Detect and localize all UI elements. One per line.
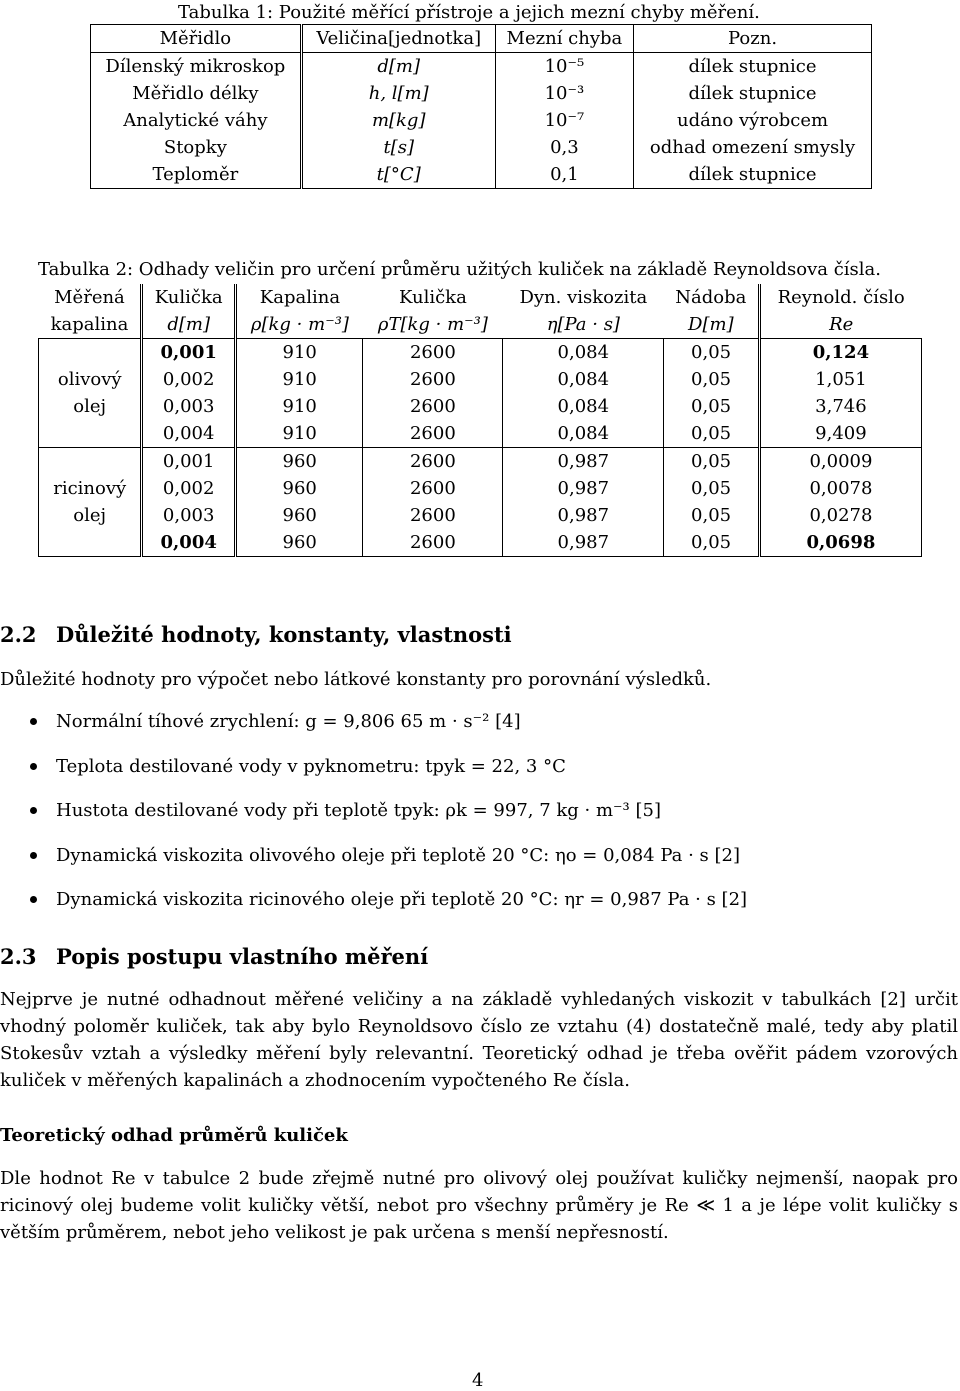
table2-cell: 2600 (363, 339, 503, 367)
table2-cell: 0,987 (503, 475, 664, 502)
subsection-title: Teoretický odhad průměrů kuliček (0, 1125, 348, 1146)
table2-caption: Tabulka 2: Odhady veličin pro určení průměru užitých kuliček na základě Reynoldsova čísla. (38, 259, 881, 280)
table1-cell: udáno výrobcem (634, 107, 872, 134)
liquid-name-cell (39, 448, 142, 557)
table1-cell: Dílenský mikroskop (91, 53, 302, 81)
table2-header-row (39, 284, 922, 310)
table2-cell: 0,002 (142, 366, 236, 393)
table2-cell: 960 (235, 502, 362, 529)
table1-cell: Stopky (91, 134, 302, 161)
table2-header-cell: Kapalina (259, 286, 341, 308)
table1-cell: t[°C] (301, 161, 495, 189)
table2-cell: 0,003 (142, 393, 236, 420)
table1-cell: 10⁻³ (495, 80, 633, 107)
table1-header-cell: Veličina[jednotka] (301, 25, 495, 53)
table2-cell: 0,05 (664, 366, 760, 393)
table1-header-cell: Mezní chyba (495, 25, 633, 53)
table2-cell: 0,084 (503, 420, 664, 448)
bullet-icon (30, 718, 37, 725)
table2-header-cell: Reynold. číslo (777, 286, 905, 308)
table2-cell: 1,051 (759, 366, 921, 393)
table1-caption: Tabulka 1: Použité měřící přístroje a jejich mezní chyby měření. (178, 2, 760, 23)
list-item-text: Dynamická viskozita olivového oleje při teplotě 20 °C: ηo = 0,084 Pa · s [2] (56, 844, 741, 866)
table2-cell: 0,987 (503, 502, 664, 529)
table1-cell: m[kg] (301, 107, 495, 134)
table2-cell: 910 (235, 366, 362, 393)
table1-cell: 10⁻⁵ (495, 53, 633, 81)
table2-cell: 910 (235, 420, 362, 448)
table1-header-cell: Pozn. (634, 25, 872, 53)
table2-cell: 2600 (363, 475, 503, 502)
table2-cell: 0,124 (759, 339, 921, 367)
table2-cell: 0,004 (142, 529, 236, 557)
section-intro: Důležité hodnoty pro výpočet nebo látkové konstanty pro porovnání výsledků. (0, 669, 712, 690)
list-item (20, 797, 747, 842)
table2-cell: 0,084 (503, 339, 664, 367)
table2-cell: 910 (235, 339, 362, 367)
liquid-name-cell (39, 339, 142, 448)
list-item (20, 886, 747, 931)
table2-cell: 0,05 (664, 475, 760, 502)
list-item-text: Hustota destilované vody při teplotě tpyk: ρk = 997, 7 kg · m⁻³ [5] (56, 800, 661, 821)
table-row (91, 161, 872, 189)
table2-cell: 0,0698 (759, 529, 921, 557)
bullet-icon (30, 896, 37, 903)
table2-cell: 2600 (363, 366, 503, 393)
table1-cell: dílek stupnice (634, 161, 872, 189)
bullet-icon (30, 852, 37, 859)
bullet-icon (30, 807, 37, 814)
table2-cell: 2600 (363, 448, 503, 476)
table1-cell: 0,3 (495, 134, 633, 161)
table2-cell: 0,05 (664, 529, 760, 557)
table2-cell: 0,987 (503, 529, 664, 557)
table-row (91, 53, 872, 81)
section-heading (0, 944, 428, 969)
table2-cell: 2600 (363, 502, 503, 529)
table2-cell: 0,05 (664, 393, 760, 420)
table1-cell: odhad omezení smysly (634, 134, 872, 161)
table2-header-cell: D[m] (664, 310, 760, 339)
section-heading (0, 622, 512, 647)
table-row (39, 366, 922, 393)
table1-cell: Teploměr (91, 161, 302, 189)
table2-header-cell: Re (829, 313, 854, 335)
table2-cell: 0,084 (503, 393, 664, 420)
list-item-text: Teplota destilované vody v pyknometru: tpyk = 22, 3 °C (56, 755, 566, 777)
table1-cell: h, l[m] (301, 80, 495, 107)
table2-header-cell: Nádoba (664, 284, 760, 310)
table2-cell: 960 (235, 529, 362, 557)
section-title: Důležité hodnoty, konstanty, vlastnosti (56, 622, 512, 647)
table2-cell: 960 (235, 475, 362, 502)
table2-cell: 910 (235, 393, 362, 420)
table2-cell: 0,003 (142, 502, 236, 529)
table2-cell: 0,004 (142, 420, 236, 448)
table2-header-cell: Dyn. viskozita (519, 286, 648, 308)
list-item (20, 842, 747, 887)
table2-cell: 0,0078 (759, 475, 921, 502)
table1-cell: Analytické váhy (91, 107, 302, 134)
section-title: Popis postupu vlastního měření (56, 944, 429, 969)
table1-cell: Měřidlo délky (91, 80, 302, 107)
table2-cell: 0,001 (142, 448, 236, 476)
table2 (38, 284, 922, 557)
table2-cell: 0,002 (142, 475, 236, 502)
section-paragraph: Nejprve je nutné odhadnout měřené veličiny a na základě vyhledaných viskozit v tabulkách [2] určit vhodný poloměr kuliček, tak aby bylo Reynoldsovo číslo ze vztahu (4) dostatečně malé, tedy aby platil Stokesův vztah a výsledky měření byly relevantní. Teoretický odhad je třeba ověřit pádem vzorových kuliček v měřených kapalinách a zhodnocením vypočteného Re čísla. (0, 989, 958, 1091)
table2-header-cell: η[Pa · s] (546, 313, 620, 335)
table2-header-cell: Kulička (142, 284, 236, 310)
table1 (90, 24, 872, 189)
table2-header-cell: kapalina (39, 310, 142, 339)
table2-header-cell: Kulička (398, 286, 467, 308)
table-row (39, 502, 922, 529)
table2-cell: 2600 (363, 393, 503, 420)
liquid-name: ricinový (53, 478, 127, 499)
table-row (39, 475, 922, 502)
table2-header-cell: ρT[kg · m⁻³] (377, 313, 488, 335)
section-number: 2.3 (0, 944, 37, 969)
table1-cell: dílek stupnice (634, 53, 872, 81)
list-item-text: Normální tíhové zrychlení: g = 9,806 65 m · s⁻² [4] (56, 711, 521, 732)
table2-cell: 0,05 (664, 420, 760, 448)
table2-header-cell: d[m] (142, 310, 236, 339)
table1-cell: t[s] (301, 134, 495, 161)
list-item (20, 753, 747, 798)
table-row (39, 393, 922, 420)
table2-header-cell: ρ[kg · m⁻³] (250, 313, 349, 335)
table-row (91, 107, 872, 134)
table1-header-cell: Měřidlo (91, 25, 302, 53)
table2-cell: 0,0278 (759, 502, 921, 529)
table1-cell: 0,1 (495, 161, 633, 189)
table2-cell: 0,05 (664, 448, 760, 476)
table1-cell: 10⁻⁷ (495, 107, 633, 134)
table2-cell: 9,409 (759, 420, 921, 448)
table-row (39, 448, 922, 476)
table-row (39, 529, 922, 557)
table-row (91, 80, 872, 107)
liquid-name: olivový (57, 369, 122, 390)
table2-cell: 0,05 (664, 339, 760, 367)
bullet-icon (30, 763, 37, 770)
table2-cell: 2600 (363, 529, 503, 557)
liquid-name: olej (73, 396, 107, 417)
table2-cell: 3,746 (759, 393, 921, 420)
table-row (39, 339, 922, 367)
subsection-paragraph: Dle hodnot Re v tabulce 2 bude zřejmě nutné pro olivový olej používat kuličky nejmenší, naopak pro ricinový olej budeme volit kuličky větší, nebot pro všechny průměry je Re ≪ 1 a je lépe volit kuličky s větším průměrem, nebot jeho velikost je pak určena s menší nepřesností. (0, 1168, 958, 1243)
table2-header-cell: Měřená (39, 284, 142, 310)
table2-cell: 0,0009 (759, 448, 921, 476)
table2-cell: 960 (235, 448, 362, 476)
table1-cell: dílek stupnice (634, 80, 872, 107)
table-row (91, 134, 872, 161)
table2-cell: 0,987 (503, 448, 664, 476)
table2-header-row (39, 310, 922, 339)
page-number: 4 (472, 1370, 484, 1391)
table2-cell: 0,001 (142, 339, 236, 367)
list-item-text: Dynamická viskozita ricinového oleje při teplotě 20 °C: ηr = 0,987 Pa · s [2] (56, 889, 748, 910)
table2-cell: 2600 (363, 420, 503, 448)
table2-cell: 0,084 (503, 366, 664, 393)
table1-header-row (91, 25, 872, 53)
table1-cell: d[m] (301, 53, 495, 81)
section-number: 2.2 (0, 622, 37, 647)
constants-list (20, 708, 747, 931)
liquid-name: olej (73, 505, 107, 526)
table-row (39, 420, 922, 448)
list-item (20, 708, 747, 753)
table2-cell: 0,05 (664, 502, 760, 529)
